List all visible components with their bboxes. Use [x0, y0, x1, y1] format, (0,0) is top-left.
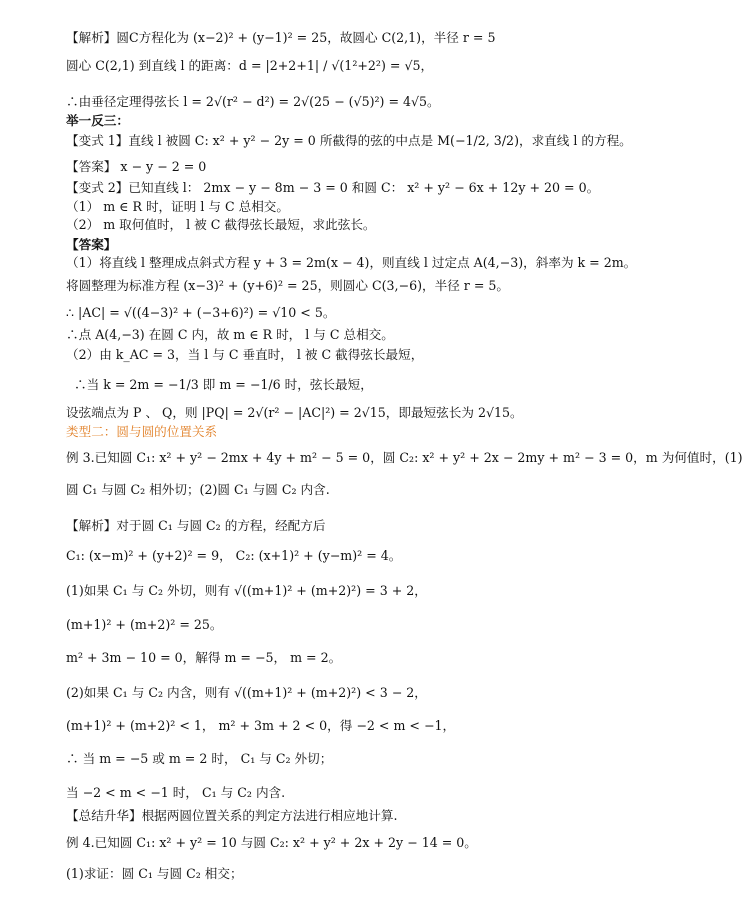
example-4-question: 例 4.已知圆 C₁: x² + y² = 10 与圆 C₂: x² + y² + 2x + 2y − 14 = 0。 [66, 835, 477, 850]
example-3-line-3: (m+1)² + (m+2)² = 25。 [66, 617, 223, 632]
variant-2-answer-label: 【答案】 [66, 237, 117, 252]
example-3-line-2: (1)如果 C₁ 与 C₂ 外切，则有 √((m+1)² + (m+2)²) = 3 + 2， [66, 583, 427, 598]
example-3-line-7: ∴ 当 m = −5 或 m = 2 时， C₁ 与 C₂ 外切； [66, 751, 333, 766]
variant-2-part-2: （2） m 取何值时， l 被 C 截得弦长最短，求此弦长。 [66, 217, 376, 232]
example-3-line-4: m² + 3m − 10 = 0，解得 m = −5， m = 2。 [66, 650, 342, 665]
practice-heading: 举一反三： [66, 113, 129, 128]
example-3-question: 例 3.已知圆 C₁: x² + y² − 2mx + 4y + m² − 5 = 0，圆 C₂: x² + y² + 2x − 2my + m² − 3 = 0，m 为何值时，(1) [66, 450, 743, 465]
variant-1-answer: 【答案】 x − y − 2 = 0 [66, 159, 207, 174]
example-4-part-1: (1)求证：圆 C₁ 与圆 C₂ 相交； [66, 866, 243, 881]
example-3-line-8: 当 −2 < m < −1 时， C₁ 与 C₂ 内含. [66, 785, 286, 800]
analysis-line-2: 圆心 C(2,1) 到直线 l 的距离：d = |2+2+1| / √(1²+2²) = √5， [66, 58, 434, 73]
solution-line-4: ∴点 A(4,−3) 在圆 C 内，故 m ∈ R 时， l 与 C 总相交。 [66, 327, 394, 342]
solution-line-1: （1）将直线 l 整理成点斜式方程 y + 3 = 2m(x − 4)，则直线 l 过定点 A(4,−3)，斜率为 k = 2m。 [66, 255, 637, 270]
example-3-question-cont: 圆 C₁ 与圆 C₂ 相外切；(2)圆 C₁ 与圆 C₂ 内含. [66, 482, 330, 497]
variant-2-question: 【变式 2】已知直线 l： 2mx − y − 8m − 3 = 0 和圆 C： x² + y² − 6x + 12y + 20 = 0。 [66, 180, 600, 195]
solution-line-3: ∴ |AC| = √((4−3)² + (−3+6)²) = √10 < 5。 [66, 305, 336, 320]
variant-2-part-1: （1） m ∈ R 时，证明 l 与 C 总相交。 [66, 199, 289, 214]
variant-1-question: 【变式 1】直线 l 被圆 C: x² + y² − 2y = 0 所截得的弦的中点是 M(−1/2, 3/2)，求直线 l 的方程。 [66, 133, 632, 148]
analysis-line-3: ∴由垂径定理得弦长 l = 2√(r² − d²) = 2√(25 − (√5)²) = 4√5。 [66, 94, 440, 109]
summary-line: 【总结升华】根据两圆位置关系的判定方法进行相应地计算. [66, 808, 398, 823]
solution-line-2: 将圆整理为标准方程 (x−3)² + (y+6)² = 25，则圆心 C(3,−6)，半径 r = 5。 [66, 278, 509, 293]
example-3-analysis: 【解析】对于圆 C₁ 与圆 C₂ 的方程，经配方后 [66, 518, 326, 533]
example-3-line-6: (m+1)² + (m+2)² < 1， m² + 3m + 2 < 0，得 −2 < m < −1， [66, 718, 456, 733]
solution-line-5: （2）由 k_AC = 3，当 l 与 C 垂直时， l 被 C 截得弦长最短， [66, 347, 424, 362]
example-3-line-1: C₁: (x−m)² + (y+2)² = 9， C₂: (x+1)² + (y−m)² = 4。 [66, 548, 402, 563]
analysis-line-1: 【解析】圆C方程化为 (x−2)² + (y−1)² = 25，故圆心 C(2,1)，半径 r = 5 [66, 30, 496, 45]
solution-line-7: 设弦端点为 P 、 Q，则 |PQ| = 2√(r² − |AC|²) = 2√15，即最短弦长为 2√15。 [66, 405, 523, 420]
solution-line-6: ∴当 k = 2m = −1/3 即 m = −1/6 时，弦长最短， [74, 377, 373, 392]
section-heading-type-2: 类型二：圆与圆的位置关系 [66, 424, 218, 439]
example-3-line-5: (2)如果 C₁ 与 C₂ 内含，则有 √((m+1)² + (m+2)²) < 3 − 2， [66, 685, 427, 700]
